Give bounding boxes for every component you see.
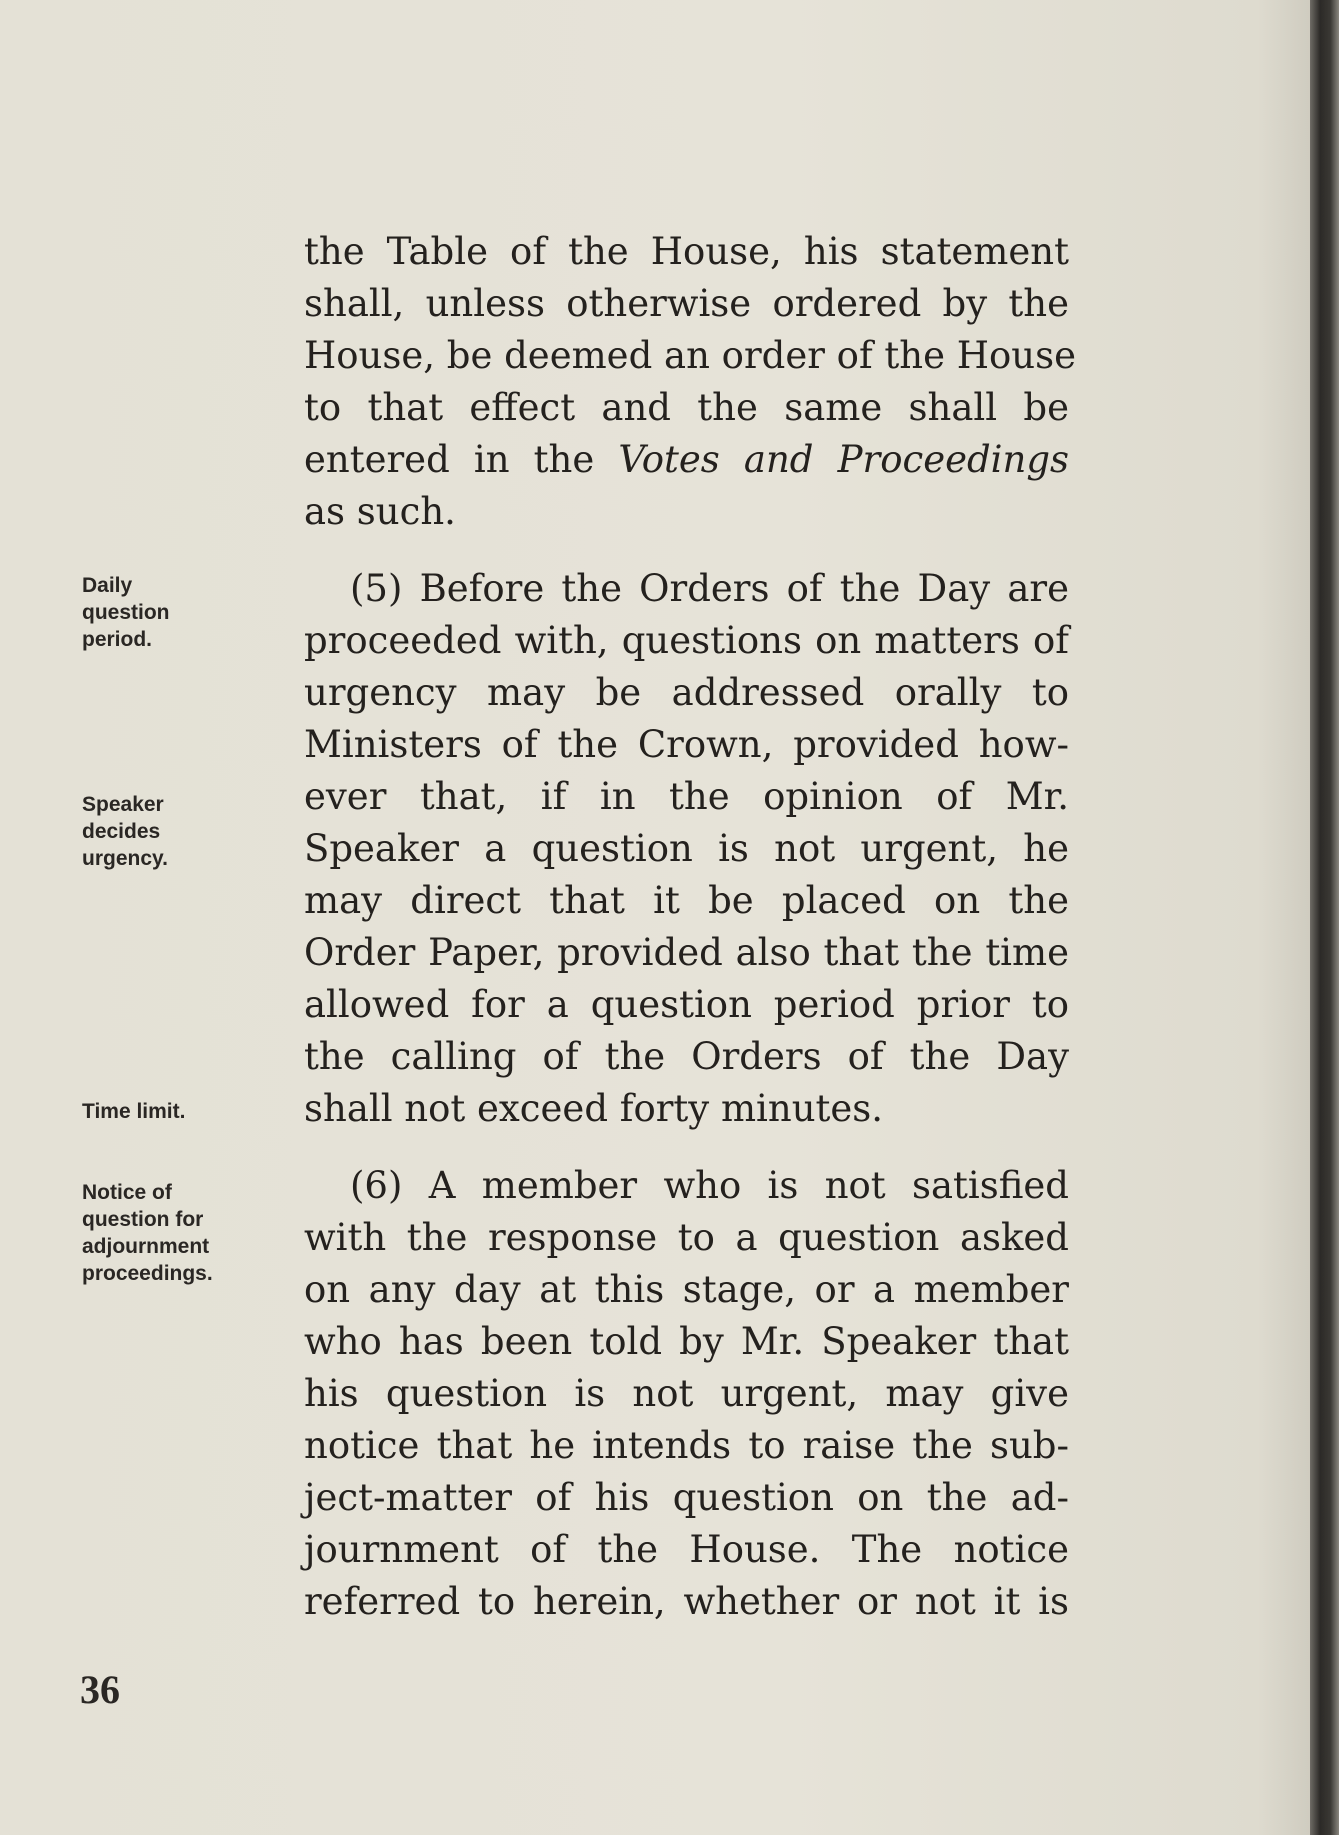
paragraph-5-start: (5) Before the Orders of the Day are xyxy=(350,567,1069,610)
paragraph-6-start: (6) A member who is not satisfied xyxy=(350,1164,1069,1207)
page-number: 36 xyxy=(80,1667,120,1712)
text-line: to that effect and the same shall be xyxy=(304,386,1069,429)
text-line: as such. xyxy=(304,490,456,533)
text-line: journment of the House. The notice xyxy=(304,1528,1069,1571)
text-line: on any day at this stage, or a member xyxy=(304,1268,1069,1311)
text-line: who has been told by Mr. Speaker that xyxy=(304,1320,1069,1363)
text-line: his question is not urgent, may give xyxy=(304,1372,1069,1415)
text-line: Speaker a question is not urgent, he xyxy=(304,827,1069,870)
text-line xyxy=(304,435,1069,485)
margin-note-notice-adjournment: Notice of question for adjournment proceedings. xyxy=(82,1181,213,1285)
text-line: urgency may be addressed orally to xyxy=(304,671,1069,714)
margin-note-time-limit: Time limit. xyxy=(82,1100,186,1123)
votes-and-proceedings-italic: Votes and Proceedings xyxy=(618,438,1070,481)
margin-note-speaker-decides-urgency: Speaker decides urgency. xyxy=(82,793,168,870)
text-line: notice that he intends to raise the sub- xyxy=(304,1424,1069,1467)
text-line: allowed for a question period prior to xyxy=(304,983,1069,1026)
text-line: Order Paper, provided also that the time xyxy=(304,931,1069,974)
text-line: referred to herein, whether or not it is xyxy=(304,1580,1069,1623)
text-line: with the response to a question asked xyxy=(304,1216,1069,1259)
text-line-start: entered in the xyxy=(304,438,595,481)
text-line: Ministers of the Crown, provided how- xyxy=(304,723,1069,766)
text-line: the Table of the House, his statement xyxy=(304,230,1069,273)
text-line: House, be deemed an order of the House xyxy=(304,334,1077,377)
text-line: ever that, if in the opinion of Mr. xyxy=(304,775,1069,818)
text-line: proceeded with, questions on matters of xyxy=(304,619,1069,662)
margin-note-daily-question-period: Daily question period. xyxy=(82,574,170,651)
text-line: may direct that it be placed on the xyxy=(304,879,1069,922)
text-line: ject-matter of his question on the ad- xyxy=(304,1476,1069,1519)
text-line: shall not exceed forty minutes. xyxy=(304,1087,884,1130)
text-line: the calling of the Orders of the Day xyxy=(304,1035,1069,1078)
text-line: shall, unless otherwise ordered by the xyxy=(304,282,1069,325)
book-spine-edge xyxy=(1310,0,1339,1835)
